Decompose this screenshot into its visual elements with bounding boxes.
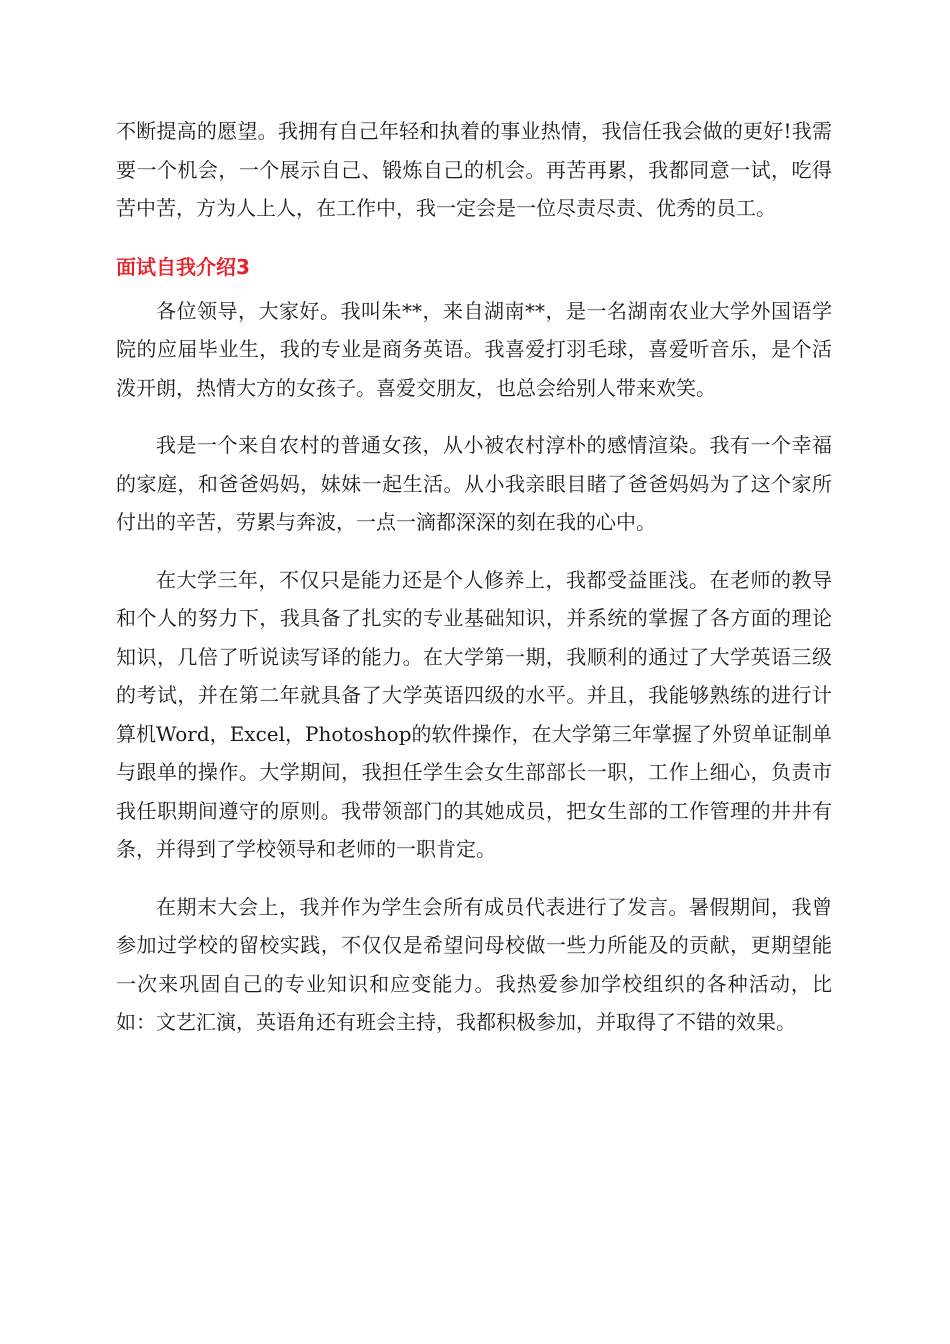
paragraph-family: 我是一个来自农村的普通女孩，从小被农村淳朴的感情渲染。我有一个幸福的家庭，和爸爸妈妈，妹妹一起生活。从小我亲眼目睹了爸爸妈妈为了这个家所付出的辛苦，劳累与奔波，一点一滴都深深的刻在我的心中。	[116, 433, 832, 534]
document-body	[116, 112, 832, 1042]
paragraph-introduction: 各位领导，大家好。我叫朱**，来自湖南**，是一名湖南农业大学外国语学院的应届毕业生，我的专业是商务英语。我喜爱打羽毛球，喜爱听音乐，是个活泼开朗，热情大方的女孩子。喜爱交朋友，也总会给别人带来欢笑。	[116, 298, 832, 400]
section-heading: 面试自我介绍3	[116, 254, 250, 279]
paragraph-university: 在大学三年，不仅只是能力还是个人修养上，我都受益匪浅。在老师的教导和个人的努力下，我具备了扎实的专业基础知识，并系统的掌握了各方面的理论知识，几倍了听说读写译的能力。在大学第一期，我顺利的通过了大学英语三级的考试，并在第二年就具备了大学英语四级的水平。并且，我能够熟练的进行计算机Word，Excel，Photoshop的软件操作，在大学第三年掌握了外贸单证制单与跟单的操作。大学期间，我担任学生会女生部部长一职，工作上细心，负责市我任职期间遵守的原则。我带领部门的其她成员，把女生部的工作管理的井井有条，并得到了学校领导和老师的一职肯定。	[116, 567, 832, 861]
continued-paragraph: 不断提高的愿望。我拥有自己年轻和执着的事业热情，我信任我会做的更好!我需要一个机会，一个展示自己、锻炼自己的机会。再苦再累，我都同意一试，吃得苦中苦，方为人上人，在工作中，我一定会是一位尽责尽责、优秀的员工。	[116, 119, 832, 220]
paragraph-activities: 在期末大会上，我并作为学生会所有成员代表进行了发言。暑假期间，我曾参加过学校的留校实践，不仅仅是希望问母校做一些力所能及的贡献，更期望能一次来巩固自己的专业知识和应变能力。我热爱参加学校组织的各种活动，比如：文艺汇演，英语角还有班会主持，我都积极参加，并取得了不错的效果。	[116, 894, 832, 1034]
